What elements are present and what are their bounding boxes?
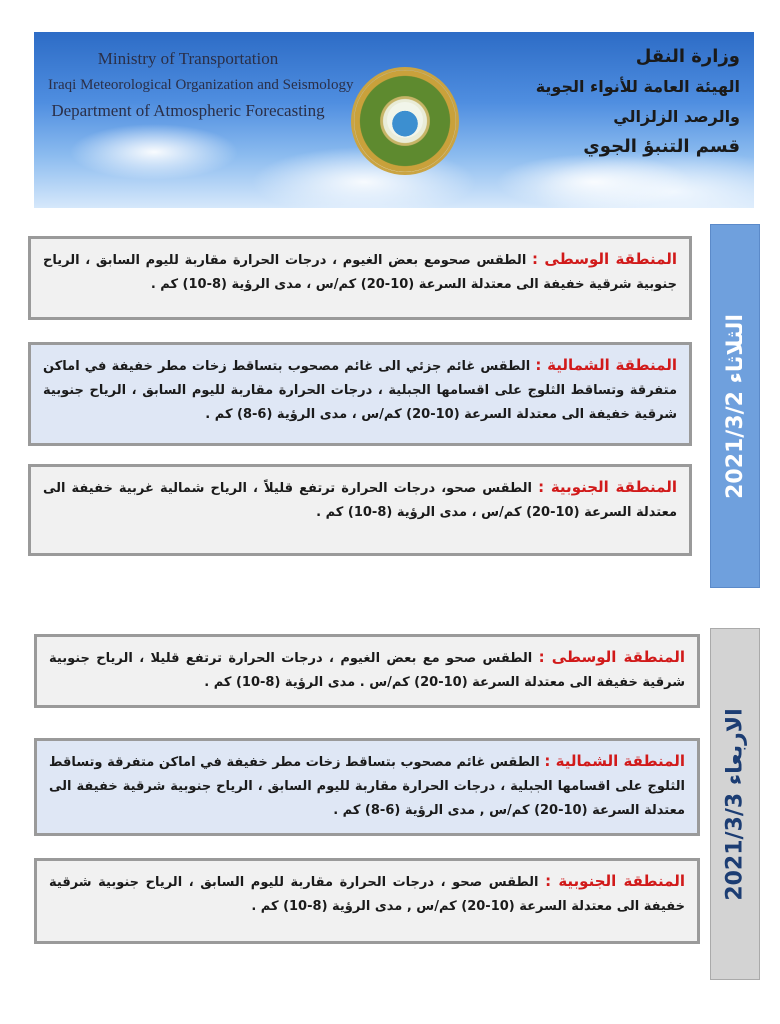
- forecast-north-day1: [28, 342, 692, 446]
- forecast-text: الطقس صحو ، درجات الحرارة مقاربة لليوم السابق ، الرياح جنوبية شرقية خفيفة الى معتدلة السرعة (10-20) كم/س , مدى الرؤية (8-10) كم .: [49, 875, 685, 914]
- header-banner: [34, 32, 754, 208]
- forecast-south-day2: [34, 858, 700, 944]
- ministry-name-ar: وزارة النقل: [635, 46, 740, 67]
- forecast-central-day2: [34, 634, 700, 708]
- seal-cloud-icon: [387, 102, 423, 138]
- forecast-text: الطقس صحو مع بعض الغيوم ، درجات الحرارة ترتفع قليلا ، الرياح جنوبية شرقية خفيفة الى معتدلة السرعة (10-20) كم/س . مدى الرؤية (8-10) كم .: [49, 651, 685, 690]
- region-label: المنطقة الشمالية :: [544, 752, 686, 770]
- department-name-en: Department of Atmospheric Forecasting: [51, 101, 325, 120]
- forecast-text: الطقس غائم مصحوب بتساقط زخات مطر خفيفة في اماكن متفرقة وتساقط الثلوج على اقسامها الجبلية ، درجات الحرارة مقاربة لليوم السابق ، الرياح جنوبية شرقية خفيفة الى معتدلة السرعة (10-20) كم/س , مدى الرؤية (6-8) كم .: [49, 755, 685, 818]
- forecast-north-day2: [34, 738, 700, 836]
- day-label-wednesday: [710, 628, 760, 980]
- region-label: المنطقة الوسطى :: [532, 250, 677, 268]
- day-label-text: الثلاثاء 2021/3/2: [722, 313, 748, 499]
- day-label-text: الاربعاء 2021/3/3: [722, 707, 748, 901]
- forecast-text: الطقس غائم جزئي الى غائم مصحوب بتساقط زخات مطر خفيفة في اماكن متفرقة وتساقط الثلوج على اقسامها الجبلية ، درجات الحرارة مقاربة لليوم السابق ، الرياح جنوبية شرقية خفيفة الى معتدلة السرعة (10-20) كم/س ، مدى الرؤية (6-8) كم .: [43, 359, 677, 422]
- organization-name-en: Iraqi Meteorological Organization and Seismology: [48, 77, 354, 93]
- organization-name-ar: الهيئة العامة للأنواء الجوية والرصد الزلزالي: [535, 77, 740, 126]
- day-label-tuesday: [710, 224, 760, 588]
- ministry-english-block: [48, 46, 354, 124]
- ministry-arabic-block: [500, 42, 740, 162]
- organization-seal-logo: [354, 70, 456, 172]
- region-label: المنطقة الجنوبية :: [538, 478, 678, 496]
- forecast-text: الطقس صحومع بعض الغيوم ، درجات الحرارة مقاربة لليوم السابق ، الرياح جنوبية شرقية خفيفة الى معتدلة السرعة (10-20) كم/س ، مدى الرؤية (8-10) كم .: [43, 253, 677, 292]
- ministry-name-en: Ministry of Transportation: [97, 49, 279, 68]
- forecast-text: الطقس صحو، درجات الحرارة ترتفع قليلاً ، الرياح شمالية غربية خفيفة الى معتدلة السرعة (10-20) كم/س ، مدى الرؤية (8-10) كم .: [43, 481, 677, 520]
- region-label: المنطقة الوسطى :: [538, 648, 685, 666]
- region-label: المنطقة الجنوبية :: [545, 872, 685, 890]
- forecast-central-day1: [28, 236, 692, 320]
- region-label: المنطقة الشمالية :: [535, 356, 677, 374]
- department-name-ar: قسم التنبؤ الجوي: [583, 136, 740, 157]
- forecast-south-day1: [28, 464, 692, 556]
